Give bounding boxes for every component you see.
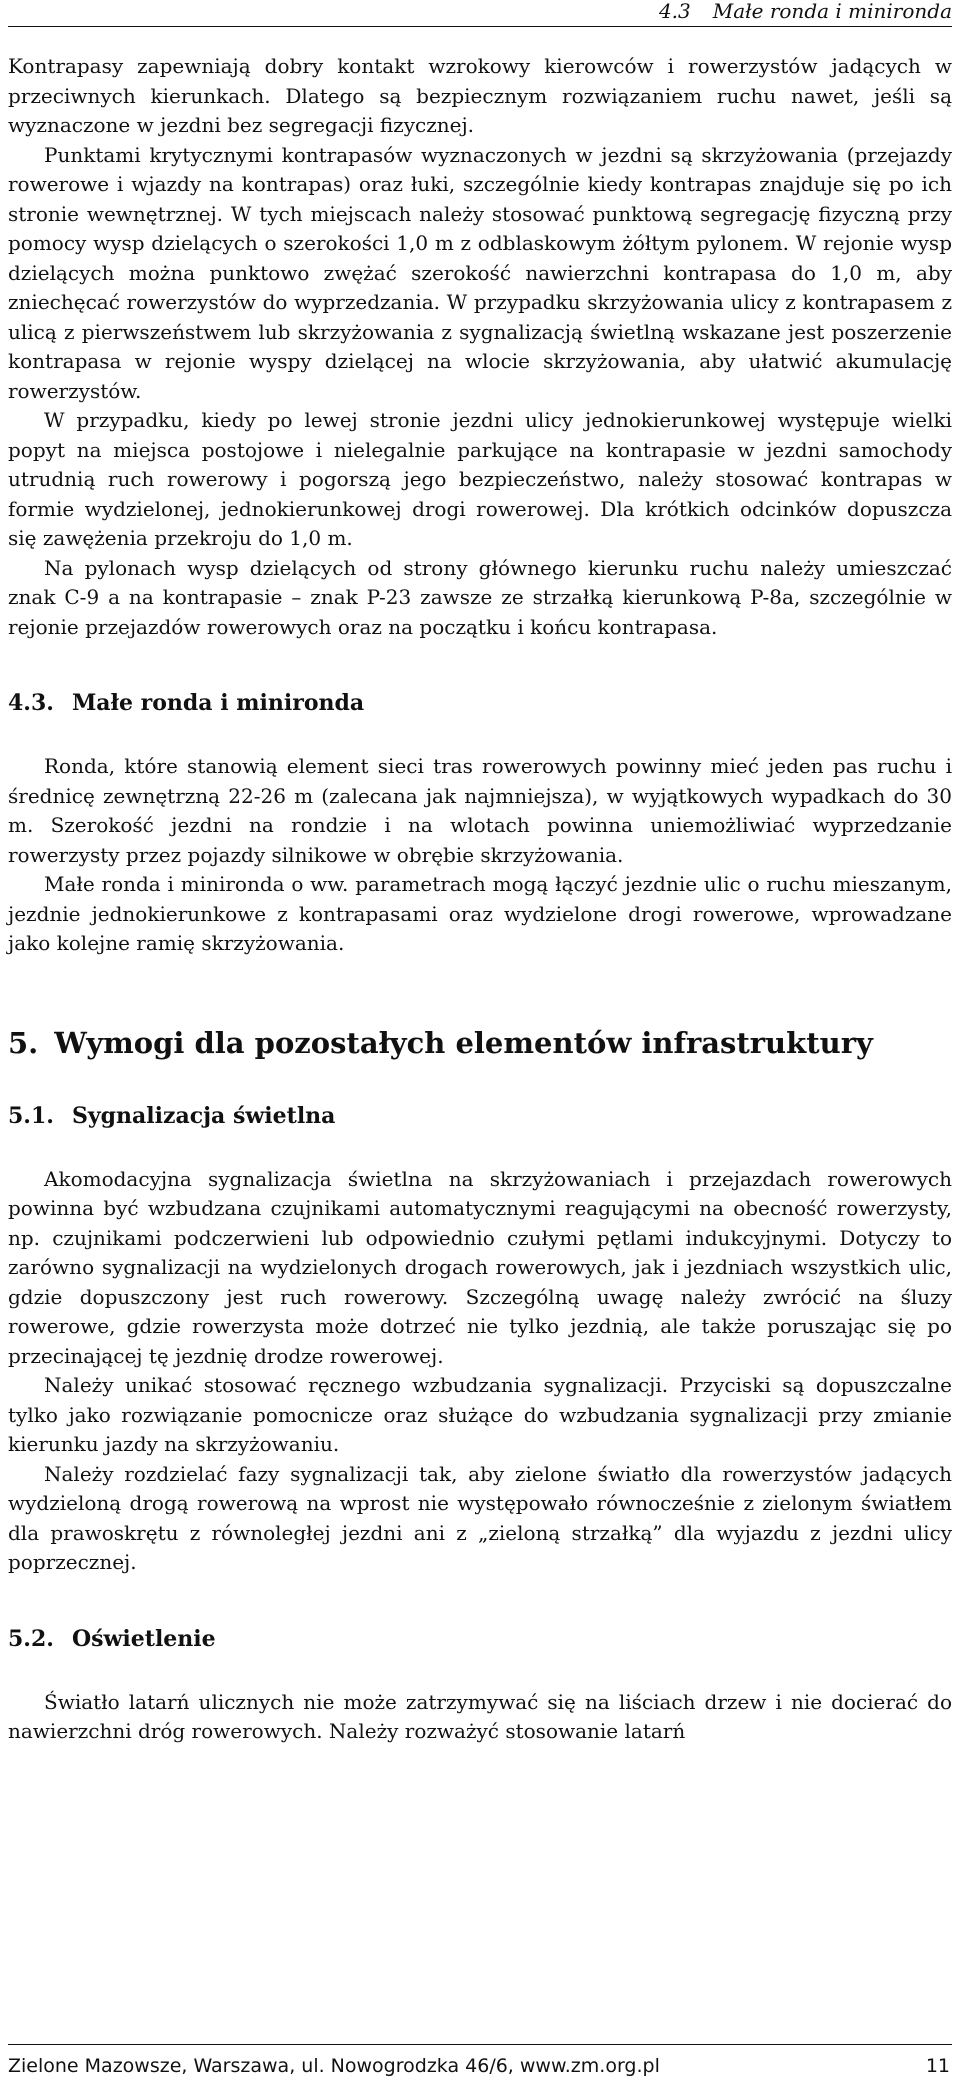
page-number: 11 [925,2055,950,2077]
paragraph: Kontrapasy zapewniają dobry kontakt wzrokowy kierowców i rowerzystów jadących w przeciwnych kierunkach. Dlatego są bezpiecznym rozwiązaniem ruchu nawet, jeśli są wyznaczone w jezdni bez segregacji fizycznej. [8,54,952,137]
document-page [8,0,952,2084]
page-footer [8,2044,952,2081]
main-content [8,52,952,1747]
section-heading-5-1 [8,1101,952,1131]
paragraph: W przypadku, kiedy po lewej stronie jezdni ulicy jednokierunkowej występuje wielki popyt na miejsca postojowe i nielegalnie parkujące na kontrapasie w jezdni samochody utrudnią ruch rowerowy i pogorszą jego bezpieczeństwo, należy stosować kontrapas w formie wydzielonej, jednokierunkowej drogi rowerowej. Dla krótkich odcinków dopuszcza się zawężenia przekroju do 1,0 m. [8,408,952,550]
chapter-title: Wymogi dla pozostałych elementów infrastruktury [54,1025,873,1060]
running-header-section-number: 4.3 [658,0,691,23]
running-header [8,0,952,27]
paragraph: Na pylonach wysp dzielących od strony głównego kierunku ruchu należy umieszczać znak C-9 a na kontrapasie – znak P-23 zawsze ze strzałką kierunkową P-8a, szczególnie w rejonie przejazdów rowerowych oraz na początku i końcu kontrapasa. [8,555,952,639]
paragraph: Należy rozdzielać fazy sygnalizacji tak, aby zielone światło dla rowerzystów jadących wydzieloną drogą rowerową na wprost nie występowało równocześnie z zielonym światłem dla prawoskrętu z równoległej jezdni ani z „zieloną strzałką” dla wyjazdu z jezdni ulicy poprzecznej. [8,1461,952,1574]
paragraph: Należy unikać stosować ręcznego wzbudzania sygnalizacji. Przyciski są dopuszczalne tylko jako rozwiązanie pomocnicze oraz służące do wzbudzania sygnalizacji przy zmianie kierunku jazdy na skrzyżowaniu. [8,1373,952,1456]
section-title: Małe ronda i minironda [71,690,365,716]
chapter-number: 5. [8,1025,39,1060]
section-number: 5.1. [8,1102,54,1129]
paragraph: Małe ronda i minironda o ww. parametrach mogą łączyć jezdnie ulic o ruchu mieszanym, jezdnie jednokierunkowe z kontrapasami oraz wydzielone drogi rowerowe, wprowadzane jako kolejne ramię skrzyżowania. [8,872,952,955]
section-heading-4-3 [8,688,952,718]
footer-address: Zielone Mazowsze, Warszawa, ul. Nowogrodzka 46/6, www.zm.org.pl [8,2055,660,2077]
running-header-section-title: Małe ronda i minironda [712,0,952,23]
paragraph: Akomodacyjna sygnalizacja świetlna na skrzyżowaniach i przejazdach rowerowych powinna być wzbudzana czujnikami automatycznymi reagującymi na obecność rowerzysty, np. czujnikami podczerwieni lub odpowiednio czułymi pętlami indukcyjnymi. Dotyczy to zarówno sygnalizacji na wydzielonych drogach rowerowych, jak i jezdniach wszystkich ulic, gdzie dopuszczony jest ruch rowerowy. Szczególną uwagę należy zwrócić na śluzy rowerowe, gdzie rowerzysta może dotrzeć nie tylko jezdnią, ale także poruszając się po przecinającej tę jezdnię drodze rowerowej. [8,1166,952,1368]
section-heading-5-2 [8,1624,952,1654]
paragraph: Ronda, które stanowią element sieci tras rowerowych powinny mieć jeden pas ruchu i średnicę zewnętrzną 22-26 m (zalecana jak najmniejsza), w wyjątkowych wypadkach do 30 m. Szerokość jezdni na rondzie i na wlotach powinna uniemożliwiać wyprzedzanie rowerzysty przez pojazdy silnikowe w obrębie skrzyżowania. [8,754,952,867]
paragraph: Światło latarń ulicznych nie może zatrzymywać się na liściach drzew i nie docierać do nawierzchni dróg rowerowych. Należy rozważyć stosowanie latarń [8,1689,952,1743]
section-title: Sygnalizacja świetlna [71,1102,336,1129]
section-number: 4.3. [8,690,54,716]
paragraph: Punktami krytycznymi kontrapasów wyznaczonych w jezdni są skrzyżowania (przejazdy rowerowe i wjazdy na kontrapas) oraz łuki, szczególnie kiedy kontrapas znajduje się po ich stronie wewnętrznej. W tych miejscach należy stosować punktową segregację fizyczną przy pomocy wysp dzielących o szerokości 1,0 m z odblaskowym żółtym pylonem. W rejonie wysp dzielących można punktowo zwężać szerokość nawierzchni kontrapasa do 1,0 m, aby zniechęcać rowerzystów do wyprzedzania. W przypadku skrzyżowania ulicy z kontrapasem z ulicą z pierwszeństwem lub skrzyżowania z sygnalizacją świetlną wskazane jest poszerzenie kontrapasa w rejonie wyspy dzielącej na wlocie skrzyżowania, aby ułatwić akumulację rowerzystów. [8,142,952,403]
section-title: Oświetlenie [71,1625,216,1652]
chapter-heading-5 [8,1025,952,1061]
section-number: 5.2. [8,1625,54,1652]
